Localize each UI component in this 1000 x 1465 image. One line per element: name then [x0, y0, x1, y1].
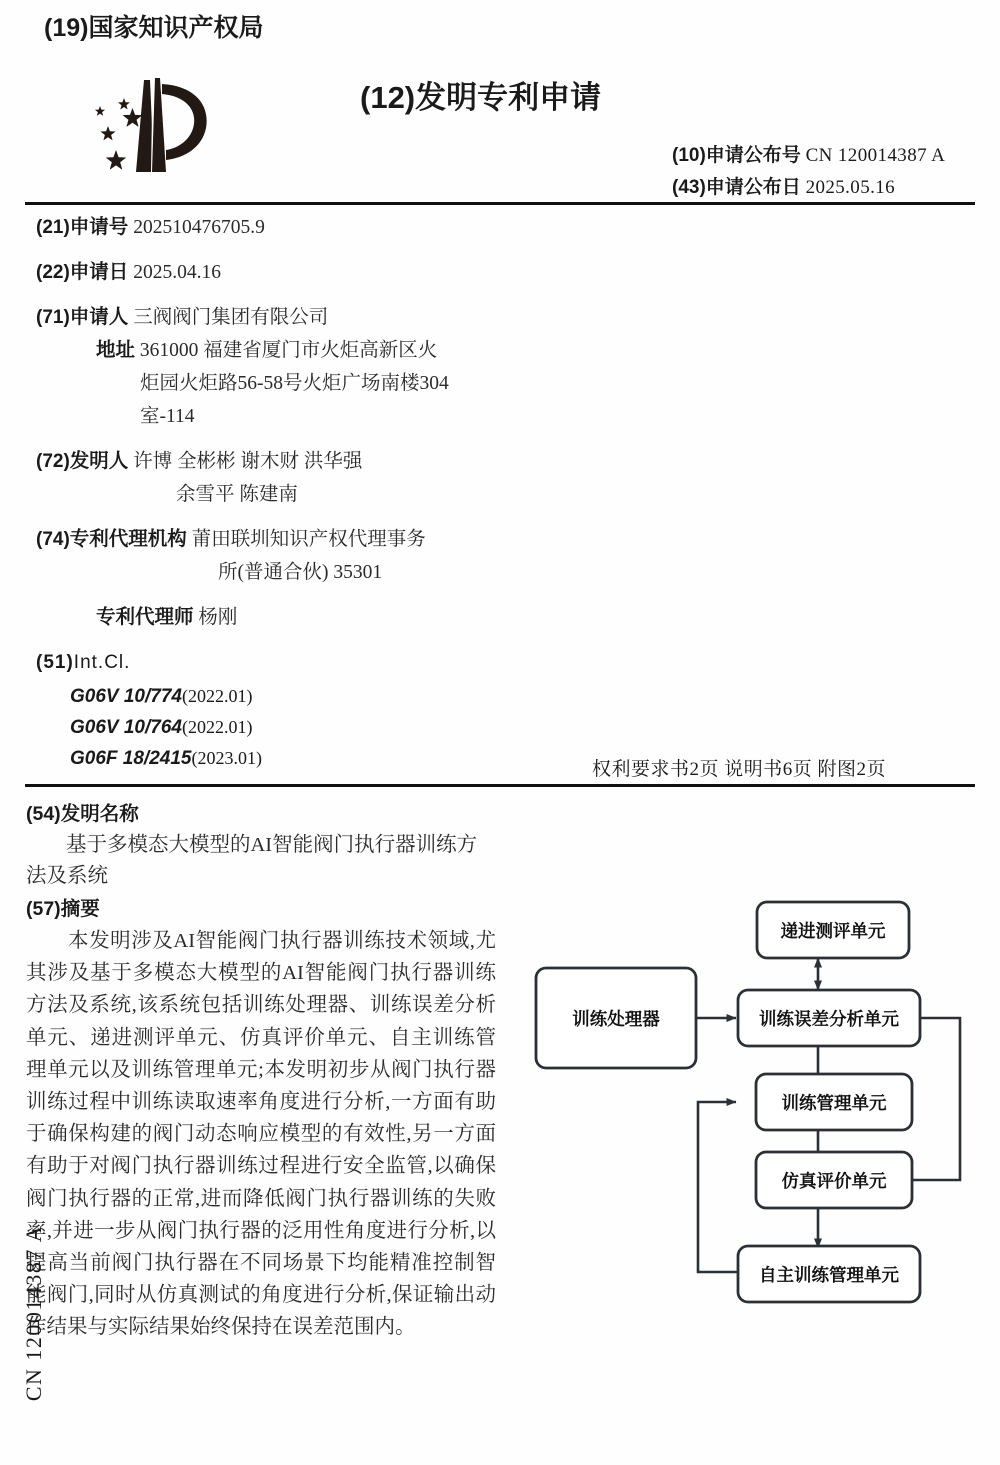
inventors-row-2 — [0, 479, 560, 510]
title-section-code: (54) — [26, 803, 61, 825]
page-title: 基于多模态大模型的AI智能阀门执行器训练方法及系统 — [26, 834, 478, 887]
issuing-office — [44, 8, 263, 44]
publication-date-value: 2025.05.16 — [805, 177, 896, 198]
document-type — [360, 72, 601, 117]
title-heading — [26, 798, 506, 826]
classification-code: (51) — [36, 652, 74, 673]
ipc-entry-1 — [0, 681, 560, 712]
publication-date-line — [672, 172, 895, 199]
bibliographic-block — [0, 212, 560, 774]
application-date-code: (22) — [36, 262, 70, 283]
abstract-section-code: (57) — [26, 898, 61, 920]
address-row-3 — [0, 401, 560, 432]
applicant-row — [0, 302, 560, 333]
address-line-3: 室-114 — [140, 406, 195, 427]
office-name: 国家知识产权局 — [88, 14, 264, 42]
side-publication-number: CN 120014387 A — [21, 1224, 46, 1402]
ipc-version-2: (2022.01) — [181, 717, 253, 737]
publication-date-label: 申请公布日 — [705, 177, 801, 198]
invention-title-section — [26, 798, 506, 892]
publication-number-label: 申请公布号 — [705, 145, 801, 166]
agency-code: (74) — [36, 529, 70, 550]
ipc-symbol-1: G06V 10/774 — [70, 686, 182, 707]
applicant-label: 申请人 — [69, 306, 129, 328]
application-number-row — [0, 212, 560, 243]
inventors-line-2: 余雪平 陈建南 — [176, 484, 298, 505]
abstract-section-label: 摘要 — [60, 898, 100, 920]
body-divider — [25, 784, 975, 787]
inventors-row — [0, 446, 560, 477]
inventors-line-1: 许博 全彬彬 谢木财 洪华强 — [133, 451, 363, 472]
node-error-analysis-label: 训练误差分析单元 — [759, 1009, 899, 1029]
address-row-2 — [0, 368, 560, 399]
agency-label: 专利代理机构 — [69, 528, 187, 550]
applicant-code: (71) — [36, 307, 70, 328]
application-number-value: 202510476705.9 — [133, 217, 265, 238]
ipc-symbol-3: G06F 18/2415 — [70, 748, 192, 769]
inventors-label: 发明人 — [69, 450, 129, 472]
address-line-2: 炬园火炬路56-58号火炬广场南楼304 — [140, 373, 449, 394]
address-row — [0, 335, 560, 366]
agent-value: 杨刚 — [198, 607, 238, 628]
office-code: (19) — [44, 14, 89, 42]
address-line-1: 361000 福建省厦门市火炬高新区火 — [139, 340, 438, 361]
classification-label: Int.Cl. — [73, 652, 131, 673]
publication-date-code: (43) — [672, 177, 706, 198]
address-label: 地址 — [96, 339, 136, 361]
application-number-code: (21) — [36, 217, 70, 238]
agency-row-2 — [0, 557, 560, 588]
application-date-row — [0, 257, 560, 288]
title-section-label: 发明名称 — [60, 803, 139, 825]
abstract-heading — [26, 893, 508, 921]
ipc-version-3: (2023.01) — [191, 748, 262, 768]
node-training-mgmt-label: 训练管理单元 — [781, 1093, 887, 1113]
doc-type-code: (12) — [360, 80, 416, 115]
abstract-section — [26, 893, 508, 1344]
agency-line-1: 莆田联圳知识产权代理事务 — [191, 529, 426, 550]
agent-row — [0, 602, 560, 633]
abstract-figure — [520, 880, 1000, 1320]
header-divider — [25, 202, 975, 205]
node-autonomous-mgmt-label: 自主训练管理单元 — [759, 1265, 899, 1285]
ipc-entry-2 — [0, 712, 560, 743]
application-number-label: 申请号 — [69, 216, 129, 238]
doc-type-label: 发明专利申请 — [415, 80, 602, 115]
agency-row — [0, 524, 560, 555]
application-date-label: 申请日 — [69, 261, 129, 283]
abstract-text: 本发明涉及AI智能阀门执行器训练技术领域,尤其涉及基于多模态大模型的AI智能阀门执行器训练方法及系统,该系统包括训练处理器、训练误差分析单元、递进测评单元、仿真评价单元、自主训练管理单元以及训练管理单元;本发明初步从阀门执行器训练过程中训练读取速率角度进行分析,一方面有助于确保构建的阀门动态响应模型的有效性,另一方面有助于对阀门执行器训练过程进行安全监管,以确保阀门执行器的正常,进而降低阀门执行器训练的失败率,并进一步从阀门执行器的泛用性角度进行分析,以提高当前阀门执行器在不同场景下均能精准控制智能阀门,同时从仿真测试的角度进行分析,保证输出动作结果与实际结果始终保持在误差范围内。 — [26, 930, 496, 1339]
publication-number-value: CN 120014387 A — [805, 145, 946, 166]
ipc-version-1: (2022.01) — [181, 686, 253, 706]
agent-label: 专利代理师 — [96, 606, 194, 628]
applicant-value: 三阀阀门集团有限公司 — [133, 307, 329, 328]
publication-number-line — [672, 140, 945, 167]
publication-number-code: (10) — [672, 145, 706, 166]
node-simulation-eval-label: 仿真评价单元 — [781, 1171, 887, 1191]
ipc-symbol-2: G06V 10/764 — [70, 717, 182, 738]
ipc-entry-3 — [0, 743, 560, 774]
classification-row — [0, 647, 560, 679]
node-progressive-eval-label: 递进测评单元 — [780, 921, 886, 941]
inventors-code: (72) — [36, 451, 70, 472]
page-counts: 权利要求书2页 说明书6页 附图2页 — [592, 759, 887, 780]
node-processor-label: 训练处理器 — [572, 1009, 660, 1029]
application-date-value: 2025.04.16 — [133, 262, 221, 283]
cnipa-emblem-icon — [78, 72, 218, 194]
agency-line-2: 所(普通合伙) 35301 — [218, 562, 383, 583]
